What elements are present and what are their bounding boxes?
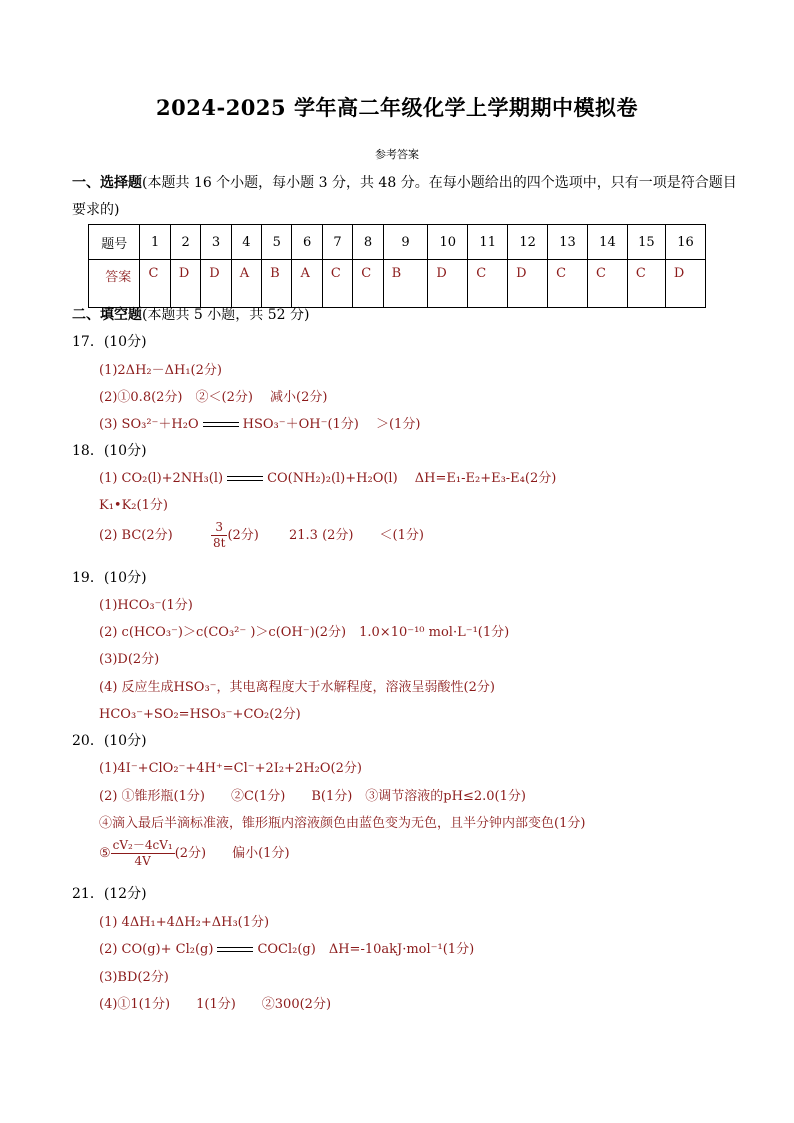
q17-line3-right: HSO₃⁻＋OH⁻(1分) ＞(1分): [242, 417, 421, 432]
q20-line4-suffix: (2分) 偏小(1分): [174, 846, 290, 861]
table-cell: C: [140, 260, 170, 308]
q19-heading: 19．(10分): [72, 570, 147, 586]
q18-line3-left: (2) BC(2分): [99, 528, 173, 543]
equilibrium-arrow-icon: [203, 421, 239, 429]
table-cell: 14: [588, 225, 628, 260]
q20-line4-prefix: ⑤: [99, 846, 111, 861]
q20-fraction: [111, 838, 175, 869]
table-cell: D: [170, 260, 200, 308]
table-cell: D: [665, 260, 705, 308]
section2-title: 二、填空题: [72, 307, 142, 323]
q21-line2-right: COCl₂(g) ΔH=-10akJ·mol⁻¹(1分): [257, 942, 475, 957]
table-cell: 9: [383, 225, 428, 260]
q19-line3: (3)D(2分): [99, 652, 160, 667]
q18-line1-right: CO(NH₂)₂(l)+H₂O(l) ΔH=E₁-E₂+E₃-E₄(2分): [267, 471, 557, 486]
section1-desc: (本题共 16 个小题，每小题 3 分，共 48 分。在每小题给出的四个选项中，只有一项是符合题目: [142, 175, 737, 191]
q20-heading: 20．(10分): [72, 733, 147, 749]
q20-line3: ④滴入最后半滴标准液，锥形瓶内溶液颜色由蓝色变为无色，且半分钟内部变色(1分): [99, 816, 586, 831]
table-row-numbers: [89, 225, 706, 260]
equilibrium-arrow-icon: [217, 946, 253, 954]
q17-heading: 17．(10分): [72, 334, 147, 350]
q21-heading: 21．(12分): [72, 886, 147, 902]
q18-line3-right: (2分) 21.3 (2分) ＜(1分): [227, 528, 424, 543]
page-title: 2024-2025 学年高二年级化学上学期期中模拟卷: [156, 95, 638, 120]
q21-line2: [99, 938, 474, 957]
q18-line1-left: (1) CO₂(l)+2NH₃(l): [99, 471, 224, 486]
q21-line2-left: (2) CO(g)+ Cl₂(g): [99, 942, 214, 957]
answer-table: [88, 224, 706, 308]
q19-line4: (4) 反应生成HSO₃⁻，其电离程度大于水解程度，溶液呈弱酸性(2分): [99, 680, 495, 695]
q18-heading: 18．(10分): [72, 443, 147, 459]
q17-line2: (2)①0.8(2分) ②＜(2分) 减小(2分): [99, 390, 328, 405]
table-cell: 1: [140, 225, 170, 260]
table-cell: C: [353, 260, 383, 308]
table-cell: D: [428, 260, 468, 308]
table-cell: C: [468, 260, 508, 308]
table-cell: A: [231, 260, 261, 308]
table-cell: 10: [428, 225, 468, 260]
q18-frac-den: 8t: [212, 536, 226, 550]
table-cell: 6: [292, 225, 322, 260]
q20-frac-den: 4V: [134, 854, 151, 868]
table-row-answers: [89, 260, 706, 308]
q20-frac-num: cV₂－4cV₁: [112, 838, 173, 852]
q18-line2: K₁•K₂(1分): [99, 498, 168, 513]
q21-line4: (4)①1(1分) 1(1分) ②300(2分): [99, 997, 332, 1012]
table-cell: 3: [201, 225, 231, 260]
equilibrium-arrow-icon: [227, 475, 263, 483]
q20-line2: (2) ①锥形瓶(1分) ②C(1分) B(1分) ③调节溶液的pH≤2.0(1分): [99, 789, 526, 804]
table-cell: C: [588, 260, 628, 308]
table-cell: D: [508, 260, 548, 308]
table-cell: B: [383, 260, 428, 308]
table-cell: B: [262, 260, 292, 308]
table-cell: D: [201, 260, 231, 308]
table-cell: 8: [353, 225, 383, 260]
q20-line4: [99, 838, 290, 869]
table-cell: 5: [262, 225, 292, 260]
table-cell: 12: [508, 225, 548, 260]
table-cell: 7: [322, 225, 352, 260]
q21-line1: (1) 4ΔH₁+4ΔH₂+ΔH₃(1分): [99, 915, 270, 930]
q19-line5: HCO₃⁻+SO₂=HSO₃⁻+CO₂(2分): [99, 707, 301, 722]
q19-line2: (2) c(HCO₃⁻)＞c(CO₃²⁻ )＞c(OH⁻)(2分) 1.0×10⁻¹⁰ mol·L⁻¹(1分): [99, 625, 510, 640]
section1-title: 一、选择题: [72, 175, 142, 191]
table-cell: C: [627, 260, 665, 308]
q19-line1: (1)HCO₃⁻(1分): [99, 598, 193, 613]
table-cell: 15: [627, 225, 665, 260]
table-label-number: 题号: [89, 225, 140, 260]
table-cell: 11: [468, 225, 508, 260]
table-cell: C: [548, 260, 588, 308]
table-cell: 16: [665, 225, 705, 260]
table-label-answer: 答案: [89, 260, 140, 308]
q18-line3: [99, 520, 424, 551]
table-cell: 13: [548, 225, 588, 260]
table-cell: A: [292, 260, 322, 308]
q18-frac-num: 3: [211, 520, 227, 536]
q17-line3: [99, 413, 420, 432]
page-subtitle: 参考答案: [375, 148, 419, 161]
table-cell: 4: [231, 225, 261, 260]
section1-desc-cont: 要求的): [72, 202, 120, 218]
q17-line3-left: (3) SO₃²⁻＋H₂O: [99, 417, 199, 432]
q18-fraction: [211, 520, 227, 551]
q21-line3: (3)BD(2分): [99, 970, 169, 985]
q18-line1: [99, 467, 556, 486]
section2-heading: [72, 304, 309, 324]
section2-desc: (本题共 5 小题，共 52 分): [142, 307, 310, 323]
table-cell: 2: [170, 225, 200, 260]
q17-line1: (1)2ΔH₂－ΔH₁(2分): [99, 363, 222, 378]
table-cell: C: [322, 260, 352, 308]
q20-line1: (1)4I⁻+ClO₂⁻+4H⁺=Cl⁻+2I₂+2H₂O(2分): [99, 761, 362, 776]
section1-heading: [72, 172, 737, 192]
